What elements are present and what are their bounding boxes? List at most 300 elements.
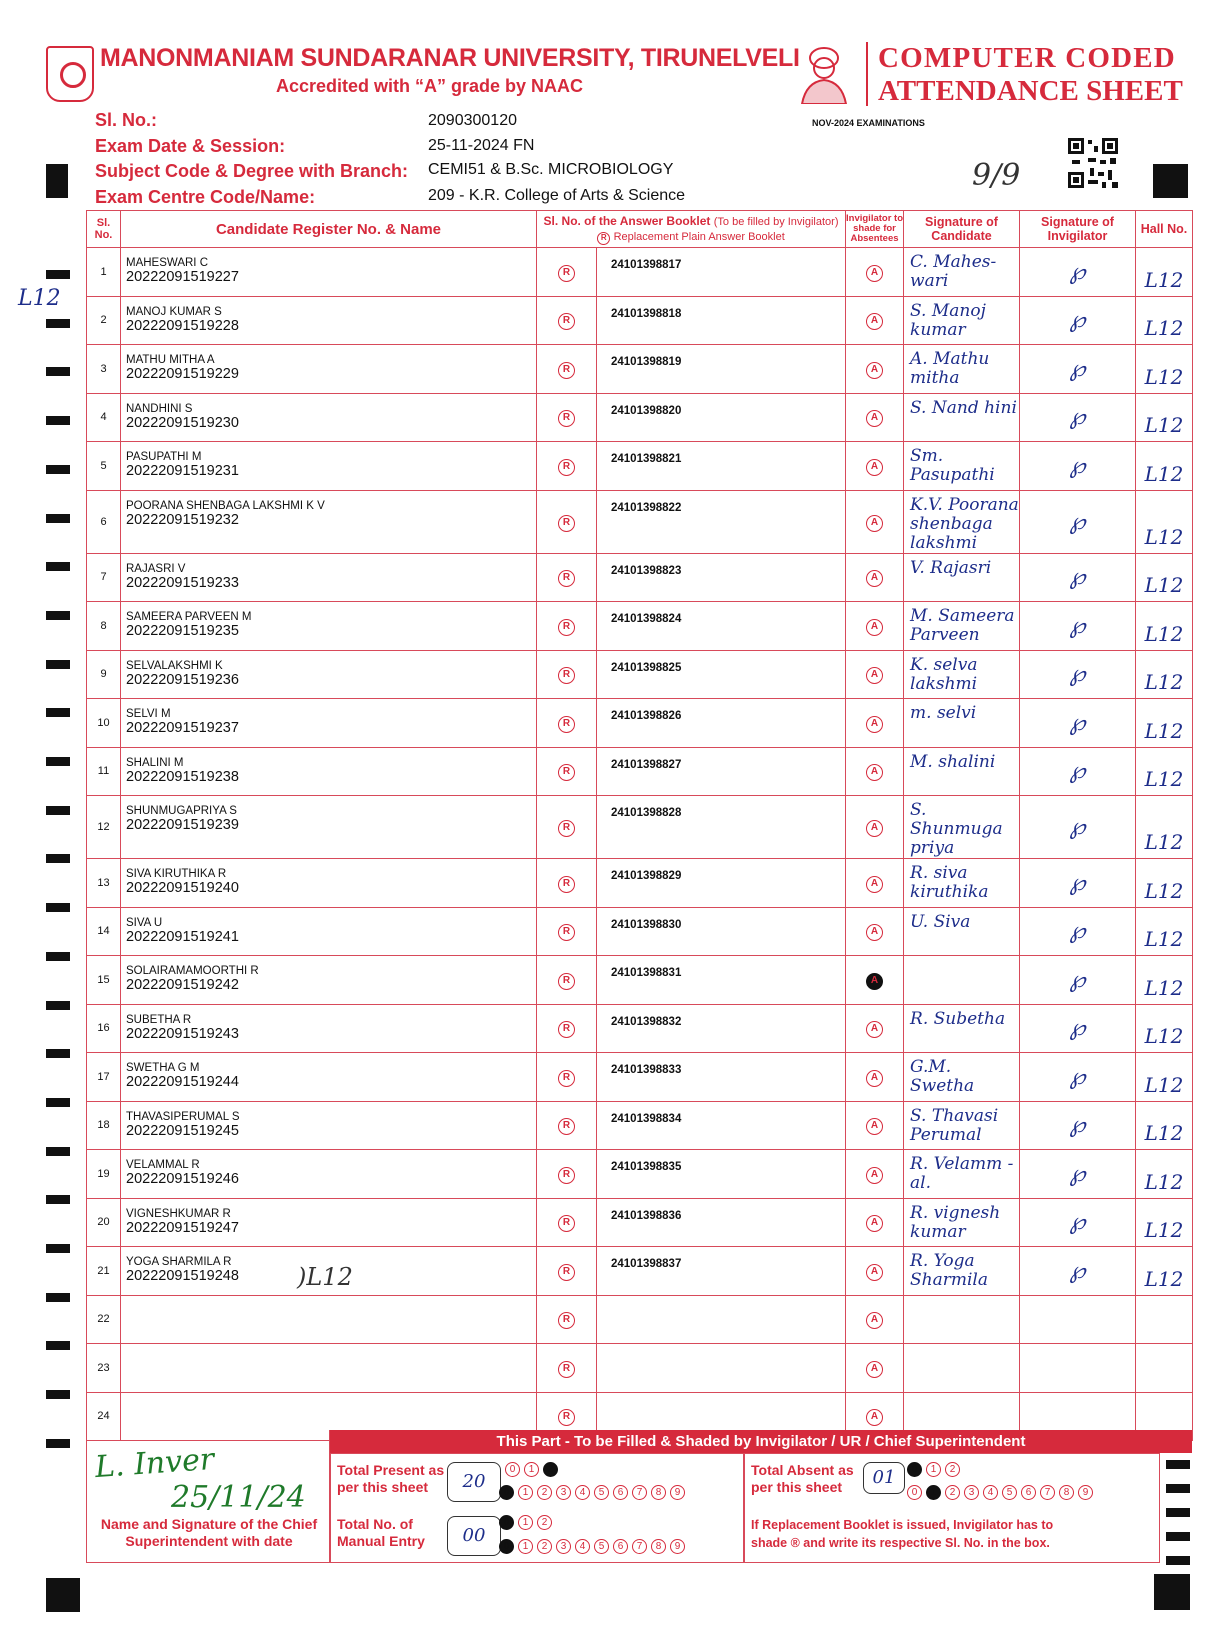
- booklet-no[interactable]: 24101398818: [597, 296, 846, 345]
- candidate-cell: [121, 956, 537, 1005]
- table-row: [87, 1295, 1193, 1344]
- candidate-reg-no: 20222091519227: [126, 269, 239, 285]
- col-hall-header: Hall No.: [1136, 211, 1193, 248]
- booklet-no[interactable]: 24101398817: [597, 248, 846, 297]
- absent-units-bubbles: 0 1 2 3 4 5 6 7 8 9: [907, 1482, 1097, 1500]
- booklet-no[interactable]: 24101398825: [597, 650, 846, 699]
- candidate-name: SHUNMUGAPRIYA S: [126, 805, 237, 817]
- replacement-bubble-cell: [537, 1295, 597, 1344]
- invigilator-signature: ℘: [1020, 796, 1136, 859]
- candidate-signature: [904, 1295, 1020, 1344]
- absent-bubble-cell: [846, 1198, 904, 1247]
- timing-mark: [46, 367, 70, 376]
- candidate-cell: [121, 442, 537, 491]
- absent-bubble[interactable]: A: [866, 410, 883, 427]
- booklet-no[interactable]: [597, 1344, 846, 1393]
- invigilator-signature: ℘: [1020, 1053, 1136, 1102]
- timing-mark: [1154, 1574, 1190, 1610]
- candidate-reg-no: 20222091519246: [126, 1171, 239, 1187]
- absent-bubble[interactable]: A: [866, 1118, 883, 1135]
- replacement-bubble-cell: [537, 248, 597, 297]
- absent-bubble[interactable]: A: [866, 876, 883, 893]
- accreditation-text: Accredited with “A” grade by NAAC: [276, 76, 584, 96]
- absent-bubble-cell: [846, 747, 904, 796]
- booklet-no[interactable]: 24101398824: [597, 602, 846, 651]
- header-divider: [866, 42, 868, 106]
- absent-bubble-cell: [846, 859, 904, 908]
- candidate-cell: [121, 1004, 537, 1053]
- invigilator-signature: ℘: [1020, 553, 1136, 602]
- candidate-cell: [121, 248, 537, 297]
- candidate-signature: [904, 1344, 1020, 1393]
- hall-no: L12: [1136, 1247, 1193, 1296]
- absent-bubble[interactable]: A: [866, 265, 883, 282]
- manual-entry-label: Total No. of Manual Entry: [337, 1516, 425, 1549]
- col-sig-inv-header: Signature of Invigilator: [1020, 211, 1136, 248]
- candidate-signature: R. Yoga Sharmila: [904, 1247, 1020, 1296]
- absent-bubble-cell: [846, 296, 904, 345]
- sl-no-value: 2090300120: [428, 112, 517, 129]
- row-sl-no: 6: [87, 490, 121, 553]
- absent-bubble-cell: [846, 490, 904, 553]
- candidate-reg-no: 20222091519239: [126, 817, 239, 833]
- absent-bubble[interactable]: A: [866, 764, 883, 781]
- candidate-signature: m. selvi: [904, 699, 1020, 748]
- row-handwritten-note: )L12: [297, 1263, 353, 1291]
- candidate-cell: [121, 699, 537, 748]
- replacement-bubble[interactable]: R: [558, 1021, 575, 1038]
- invigilator-signature: ℘: [1020, 442, 1136, 491]
- candidate-cell: [121, 393, 537, 442]
- booklet-no[interactable]: [597, 1295, 846, 1344]
- table-row: [87, 747, 1193, 796]
- hall-no: L12: [1136, 553, 1193, 602]
- table-row: [87, 1198, 1193, 1247]
- replacement-bubble[interactable]: R: [558, 876, 575, 893]
- candidate-cell: [121, 1101, 537, 1150]
- absent-bubble-cell: [846, 1053, 904, 1102]
- invigilator-signature: ℘: [1020, 747, 1136, 796]
- row-sl-no: 13: [87, 859, 121, 908]
- candidate-signature: R. Velamm -al.: [904, 1150, 1020, 1199]
- absent-bubble-cell: [846, 956, 904, 1005]
- candidate-reg-no: 20222091519248: [126, 1268, 239, 1284]
- replacement-bubble[interactable]: R: [558, 716, 575, 733]
- replacement-bubble-cell: [537, 345, 597, 394]
- hall-no: L12: [1136, 1198, 1193, 1247]
- row-sl-no: 10: [87, 699, 121, 748]
- absent-bubble[interactable]: A: [866, 1215, 883, 1232]
- absent-bubble-cell: [846, 553, 904, 602]
- candidate-name: VIGNESHKUMAR R: [126, 1207, 231, 1220]
- absent-bubble[interactable]: A: [866, 570, 883, 587]
- absent-bubble[interactable]: A: [866, 362, 883, 379]
- absent-bubble-cell: [846, 796, 904, 859]
- candidate-reg-no: 20222091519230: [126, 414, 239, 431]
- candidate-reg-no: 20222091519233: [126, 574, 239, 591]
- candidate-cell: [121, 1344, 537, 1393]
- replacement-bubble-cell: [537, 1247, 597, 1296]
- candidate-name: THAVASIPERUMAL S: [126, 1110, 240, 1123]
- row-sl-no: 11: [87, 747, 121, 796]
- candidate-cell: [121, 490, 537, 553]
- replacement-bubble[interactable]: R: [558, 313, 575, 330]
- hall-no: L12: [1136, 699, 1193, 748]
- row-sl-no: 3: [87, 345, 121, 394]
- absent-bubble-cell: [846, 1295, 904, 1344]
- timing-mark: [46, 1147, 70, 1156]
- candidate-reg-no: 20222091519232: [126, 511, 239, 528]
- replacement-bubble[interactable]: R: [558, 1361, 575, 1378]
- row-sl-no: 1: [87, 248, 121, 297]
- col-sig-cand-header: Signature of Candidate: [904, 211, 1020, 248]
- absent-bubble[interactable]: A: [866, 1409, 883, 1426]
- booklet-no[interactable]: 24101398836: [597, 1198, 846, 1247]
- invigilator-signature: ℘: [1020, 956, 1136, 1005]
- candidate-name: SHALINI M: [126, 756, 184, 769]
- candidate-cell: [121, 345, 537, 394]
- candidate-name: MATHU MITHA A: [126, 354, 215, 366]
- centre-value: 209 - K.R. College of Arts & Science: [428, 187, 686, 204]
- absent-bubble[interactable]: A: [866, 1361, 883, 1378]
- replacement-bubble[interactable]: R: [558, 820, 575, 837]
- table-row: [87, 699, 1193, 748]
- total-present-value: 20: [447, 1462, 501, 1502]
- replacement-bubble[interactable]: R: [558, 973, 575, 990]
- absent-bubble[interactable]: A: [866, 973, 883, 990]
- row-sl-no: 2: [87, 296, 121, 345]
- replacement-bubble-cell: [537, 1004, 597, 1053]
- timing-mark: [46, 1390, 70, 1399]
- total-present-label: Total Present as per this sheet: [337, 1462, 445, 1495]
- candidate-signature: [904, 956, 1020, 1005]
- col-sl-header: Sl. No.: [87, 211, 121, 248]
- timing-mark: [46, 1439, 70, 1448]
- hall-no: L12: [1136, 859, 1193, 908]
- timing-mark: [46, 952, 70, 961]
- candidate-reg-no: 20222091519237: [126, 720, 239, 736]
- replacement-bubble-cell: [537, 602, 597, 651]
- row-sl-no: 16: [87, 1004, 121, 1053]
- timing-mark: [46, 319, 70, 328]
- replacement-bubble[interactable]: R: [558, 362, 575, 379]
- candidate-name: SUBETHA R: [126, 1013, 192, 1026]
- candidate-cell: [121, 602, 537, 651]
- absent-bubble[interactable]: A: [866, 1312, 883, 1329]
- timing-mark: [46, 660, 70, 669]
- replacement-bubble[interactable]: R: [558, 459, 575, 476]
- replacement-bubble-cell: [537, 956, 597, 1005]
- candidate-signature: A. Mathu mitha: [904, 345, 1020, 394]
- booklet-no[interactable]: 24101398827: [597, 747, 846, 796]
- table-row: [87, 956, 1193, 1005]
- candidate-name: RAJASRI V: [126, 562, 186, 575]
- total-absent-label: Total Absent as per this sheet: [751, 1462, 854, 1495]
- invigilator-signature: [1020, 1344, 1136, 1393]
- invigilator-signature: ℘: [1020, 907, 1136, 956]
- timing-mark: [1166, 1484, 1190, 1493]
- qr-code-icon: [1068, 138, 1118, 188]
- absent-tens-bubbles: 0 1 2: [907, 1459, 964, 1477]
- invigilator-signature: ℘: [1020, 345, 1136, 394]
- booklet-header-sub: Replacement Plain Answer Booklet: [613, 230, 785, 243]
- invigilator-signature: ℘: [1020, 650, 1136, 699]
- invigilator-signature: ℘: [1020, 699, 1136, 748]
- absent-bubble-cell: [846, 602, 904, 651]
- replacement-bubble[interactable]: R: [558, 1215, 575, 1232]
- booklet-no[interactable]: 24101398833: [597, 1053, 846, 1102]
- hall-no: L12: [1136, 747, 1193, 796]
- booklet-no[interactable]: 24101398821: [597, 442, 846, 491]
- candidate-cell: [121, 1198, 537, 1247]
- table-row: [87, 1053, 1193, 1102]
- candidate-name: PASUPATHI M: [126, 451, 202, 463]
- candidate-signature: S. Manoj kumar: [904, 296, 1020, 345]
- table-row: [87, 553, 1193, 602]
- replacement-bubble-cell: [537, 699, 597, 748]
- absent-bubble-cell: [846, 248, 904, 297]
- booklet-no[interactable]: 24101398826: [597, 699, 846, 748]
- absent-bubble[interactable]: A: [866, 1021, 883, 1038]
- candidate-name: SELVI M: [126, 708, 171, 720]
- timing-mark: [46, 1578, 80, 1612]
- hall-no: L12: [1136, 602, 1193, 651]
- hall-no: L12: [1136, 650, 1193, 699]
- booklet-no[interactable]: 24101398820: [597, 393, 846, 442]
- booklet-header-title: Sl. No. of the Answer Booklet: [543, 213, 711, 228]
- candidate-name: VELAMMAL R: [126, 1159, 200, 1171]
- sl-no-label: Sl. No.:: [95, 110, 157, 130]
- table-row: [87, 393, 1193, 442]
- candidate-name: YOGA SHARMILA R: [126, 1256, 232, 1268]
- absent-bubble-cell: [846, 1150, 904, 1199]
- col-booklet-header: [537, 211, 846, 248]
- candidate-name: POORANA SHENBAGA LAKSHMI K V: [126, 499, 325, 512]
- candidate-signature: S. Shunmuga priya: [904, 796, 1020, 859]
- candidate-name: SIVA KIRUTHIKA R: [126, 868, 227, 880]
- booklet-no[interactable]: 24101398828: [597, 796, 846, 859]
- timing-mark: [46, 164, 68, 198]
- timing-mark: [46, 903, 70, 912]
- replacement-bubble[interactable]: R: [558, 1118, 575, 1135]
- replacement-bubble-cell: [537, 907, 597, 956]
- candidate-cell: [121, 296, 537, 345]
- absent-note-box: [744, 1453, 1160, 1563]
- booklet-no[interactable]: 24101398823: [597, 553, 846, 602]
- candidate-reg-no: 20222091519241: [126, 928, 239, 945]
- timing-mark: [46, 1049, 70, 1058]
- hall-no: L12: [1136, 442, 1193, 491]
- replacement-bubble-cell: [537, 490, 597, 553]
- booklet-no[interactable]: 24101398822: [597, 490, 846, 553]
- replacement-bubble-cell: [537, 796, 597, 859]
- replacement-bubble[interactable]: R: [558, 515, 575, 532]
- replacement-bubble-cell: [537, 747, 597, 796]
- absent-bubble[interactable]: A: [866, 667, 883, 684]
- candidate-signature: C. Mahes-wari: [904, 248, 1020, 297]
- replacement-bubble[interactable]: R: [558, 619, 575, 636]
- candidate-signature: S. Nand hini: [904, 393, 1020, 442]
- timing-mark: [1166, 1532, 1190, 1541]
- candidate-signature: U. Siva: [904, 907, 1020, 956]
- timing-mark: [46, 1341, 70, 1350]
- sheet-title-line1: COMPUTER CODED: [878, 42, 1176, 74]
- table-row: [87, 1344, 1193, 1393]
- table-row: [87, 1150, 1193, 1199]
- invigilator-signature: ℘: [1020, 296, 1136, 345]
- row-sl-no: 21: [87, 1247, 121, 1296]
- footer-title-bar: This Part - To be Filled & Shaded by Invigilator / UR / Chief Superintendent: [330, 1430, 1192, 1453]
- row-sl-no: 8: [87, 602, 121, 651]
- candidate-signature: V. Rajasri: [904, 553, 1020, 602]
- hall-no: L12: [1136, 490, 1193, 553]
- timing-mark: [46, 1001, 70, 1010]
- timing-mark: [46, 757, 70, 766]
- candidate-signature: Sm. Pasupathi: [904, 442, 1020, 491]
- replacement-bubble-cell: [537, 1344, 597, 1393]
- table-row: [87, 1101, 1193, 1150]
- candidate-name: MAHESWARI C: [126, 257, 208, 269]
- booklet-no[interactable]: 24101398832: [597, 1004, 846, 1053]
- replacement-bubble-cell: [537, 553, 597, 602]
- candidate-signature: K.V. Poorana shenbaga lakshmi: [904, 490, 1020, 553]
- row-sl-no: 5: [87, 442, 121, 491]
- candidate-cell: [121, 796, 537, 859]
- centre-label: Exam Centre Code/Name:: [95, 187, 316, 207]
- booklet-no[interactable]: 24101398831: [597, 956, 846, 1005]
- invigilator-signature: ℘: [1020, 393, 1136, 442]
- subject-label: Subject Code & Degree with Branch:: [95, 161, 409, 181]
- candidate-signature: K. selva lakshmi: [904, 650, 1020, 699]
- replacement-bubble[interactable]: R: [558, 410, 575, 427]
- booklet-no[interactable]: 24101398819: [597, 345, 846, 394]
- absent-bubble-cell: [846, 442, 904, 491]
- invigilator-signature: ℘: [1020, 1004, 1136, 1053]
- replacement-bubble[interactable]: R: [558, 570, 575, 587]
- timing-mark: [46, 465, 70, 474]
- absent-bubble[interactable]: A: [866, 1264, 883, 1281]
- table-row: [87, 796, 1193, 859]
- candidate-reg-no: 20222091519235: [126, 623, 239, 639]
- booklet-no[interactable]: 24101398834: [597, 1101, 846, 1150]
- replacement-bubble[interactable]: R: [558, 1167, 575, 1184]
- hall-no: L12: [1136, 345, 1193, 394]
- timing-mark: [46, 1293, 70, 1302]
- absent-bubble[interactable]: A: [866, 313, 883, 330]
- col-candidate-header: Candidate Register No. & Name: [121, 211, 537, 248]
- hall-no: [1136, 1295, 1193, 1344]
- table-row: [87, 296, 1193, 345]
- chief-date: 25/11/24: [171, 1480, 306, 1515]
- manual-tens-bubbles: 0 1 2: [499, 1512, 556, 1530]
- replacement-bubble[interactable]: R: [558, 1409, 575, 1426]
- candidate-reg-no: 20222091519240: [126, 880, 239, 896]
- present-units-bubbles: 0 1 2 3 4 5 6 7 8 9: [499, 1482, 689, 1500]
- replacement-bubble[interactable]: R: [558, 924, 575, 941]
- row-sl-no: 19: [87, 1150, 121, 1199]
- table-row: [87, 859, 1193, 908]
- absent-bubble[interactable]: A: [866, 924, 883, 941]
- absent-bubble[interactable]: A: [866, 1070, 883, 1087]
- booklet-no[interactable]: 24101398830: [597, 907, 846, 956]
- candidate-reg-no: 20222091519245: [126, 1122, 239, 1139]
- timing-mark: [46, 806, 70, 815]
- row-sl-no: 4: [87, 393, 121, 442]
- replacement-bubble-cell: [537, 296, 597, 345]
- timing-mark: [46, 270, 70, 279]
- candidate-reg-no: 20222091519242: [126, 977, 239, 993]
- hall-no: L12: [1136, 393, 1193, 442]
- absent-bubble-cell: [846, 907, 904, 956]
- candidate-name: SAMEERA PARVEEN M: [126, 611, 252, 623]
- replacement-bubble[interactable]: R: [558, 265, 575, 282]
- timing-mark: [1153, 164, 1188, 198]
- invigilator-signature: ℘: [1020, 1198, 1136, 1247]
- table-row: [87, 1004, 1193, 1053]
- invigilator-signature: ℘: [1020, 1101, 1136, 1150]
- absent-bubble-cell: [846, 1247, 904, 1296]
- candidate-name: SIVA U: [126, 916, 163, 929]
- replacement-bubble[interactable]: R: [558, 1070, 575, 1087]
- candidate-name: NANDHINI S: [126, 402, 193, 415]
- booklet-no[interactable]: 24101398829: [597, 859, 846, 908]
- candidate-reg-no: 20222091519231: [126, 463, 239, 479]
- university-logo: [46, 46, 94, 102]
- replacement-bubble[interactable]: R: [558, 764, 575, 781]
- replacement-bubble[interactable]: R: [558, 667, 575, 684]
- absent-bubble[interactable]: A: [866, 459, 883, 476]
- table-row: [87, 1247, 1193, 1296]
- candidate-reg-no: 20222091519247: [126, 1219, 239, 1236]
- margin-note: L12: [18, 286, 61, 311]
- candidate-reg-no: 20222091519236: [126, 671, 239, 688]
- replacement-bubble-cell: [537, 1150, 597, 1199]
- invigilator-signature: ℘: [1020, 1150, 1136, 1199]
- absent-bubble[interactable]: A: [866, 716, 883, 733]
- absent-bubble[interactable]: A: [866, 1167, 883, 1184]
- replacement-bubble-cell: [537, 393, 597, 442]
- timing-mark: [1166, 1556, 1190, 1565]
- hall-no: L12: [1136, 248, 1193, 297]
- candidate-reg-no: 20222091519229: [126, 366, 239, 382]
- exam-series: NOV-2024 EXAMINATIONS: [812, 118, 925, 128]
- present-tens-bubbles: 0 1 2: [505, 1459, 562, 1477]
- absent-bubble[interactable]: A: [866, 820, 883, 837]
- absent-bubble-cell: [846, 1101, 904, 1150]
- total-absent-value: 01: [863, 1462, 905, 1494]
- replacement-bubble[interactable]: R: [558, 1312, 575, 1329]
- booklet-no[interactable]: 24101398835: [597, 1150, 846, 1199]
- absent-bubble[interactable]: A: [866, 619, 883, 636]
- table-row: [87, 907, 1193, 956]
- absent-bubble-cell: [846, 1344, 904, 1393]
- timing-mark: [46, 611, 70, 620]
- timing-mark: [46, 562, 70, 571]
- absent-bubble[interactable]: A: [866, 515, 883, 532]
- booklet-no[interactable]: 24101398837: [597, 1247, 846, 1296]
- absent-bubble-cell: [846, 699, 904, 748]
- row-sl-no: 22: [87, 1295, 121, 1344]
- candidate-reg-no: 20222091519244: [126, 1074, 239, 1090]
- row-sl-no: 23: [87, 1344, 121, 1393]
- replacement-bubble[interactable]: R: [558, 1264, 575, 1281]
- invigilator-signature: ℘: [1020, 248, 1136, 297]
- manual-entry-value: 00: [447, 1516, 501, 1556]
- timing-mark: [46, 416, 70, 425]
- candidate-name: SELVALAKSHMI K: [126, 659, 223, 672]
- replacement-note: If Replacement Booklet is issued, Invigilator has to shade ® and write its respective Sl. No. in the box.: [751, 1518, 1054, 1550]
- timing-mark: [1166, 1460, 1190, 1469]
